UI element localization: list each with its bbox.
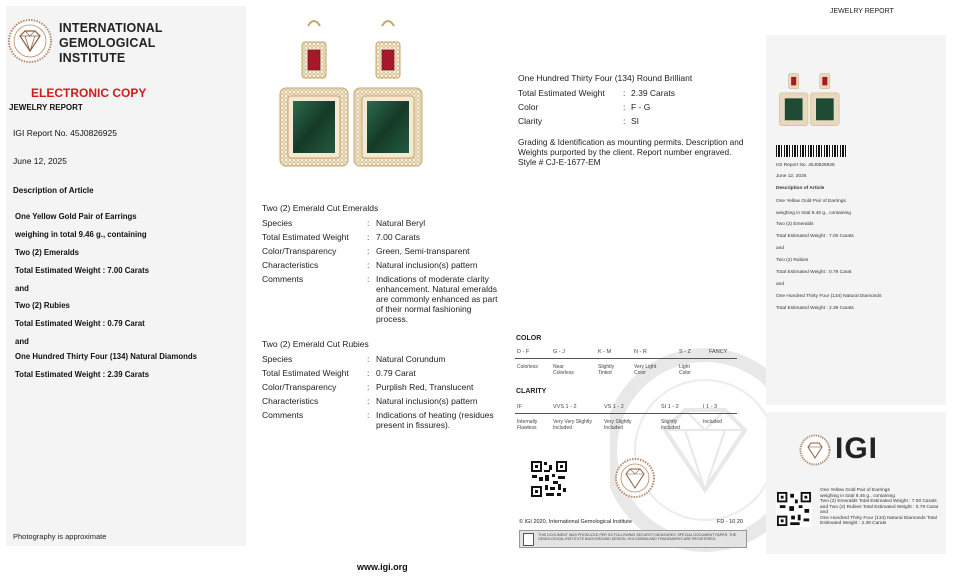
- color-grade: N - R: [634, 349, 647, 355]
- description-line: One Yellow Gold Pair of Earrings: [15, 212, 137, 221]
- card-line: Total Estimated Weight : 0.79 Carat: [776, 270, 852, 275]
- igi-seal-icon: [7, 18, 53, 64]
- website-link[interactable]: www.igi.org: [357, 562, 408, 572]
- diamond-clarity-value: SI: [631, 116, 640, 126]
- card-line: IGI Report No. 45J0826925: [776, 163, 835, 168]
- emerald-color-value: Green, Semi-transparent: [376, 246, 470, 256]
- photography-note: Photography is approximate: [13, 532, 107, 541]
- description-line: Total Estimated Weight : 0.79 Carat: [15, 319, 145, 328]
- document-icon: [523, 533, 534, 546]
- copyright-text: © IGI 2020, International Gemological Institute: [519, 519, 632, 525]
- clarity-desc: Very Very Slightly Included: [553, 419, 592, 431]
- ruby-characteristics-value: Natural inclusion(s) pattern: [376, 396, 478, 406]
- color-desc: Slightly Tinted: [598, 364, 615, 376]
- separator: :: [367, 232, 370, 242]
- clarity-grade: VS 1 - 2: [604, 404, 624, 410]
- separator: :: [367, 218, 370, 228]
- card-line: One Yellow Gold Pair of Earrings: [776, 199, 846, 204]
- card-line: Total Estimated Weight : 2.39 Carats: [776, 306, 854, 311]
- color-scale-rule: [515, 358, 737, 359]
- separator: :: [367, 368, 370, 378]
- clarity-grade: I 1 - 3: [703, 404, 718, 410]
- clarity-desc: Included: [703, 419, 722, 425]
- color-grade: G - J: [553, 349, 565, 355]
- card-line: June 12, 2025: [776, 174, 807, 179]
- card-line: Total Estimated Weight : 7.00 Carats: [776, 234, 854, 239]
- card-line: weighing in total 9.46 g., containing: [776, 211, 851, 216]
- form-number: FD - 10 20: [717, 519, 743, 525]
- description-line: and: [15, 284, 29, 293]
- clarity-scale-title: CLARITY: [516, 388, 547, 395]
- color-desc: Very Light Color: [634, 364, 657, 376]
- color-grade: FANCY: [709, 349, 728, 355]
- diamond-weight-label: Total Estimated Weight: [518, 88, 605, 98]
- card-summary-line: One Hundred Thirty Four (134) Natural Diamonds Total: [820, 515, 937, 521]
- emerald-comments-label: Comments: [262, 274, 304, 284]
- clarity-grade: SI 1 - 2: [661, 404, 679, 410]
- description-line: weighing in total 9.46 g., containing: [15, 230, 147, 239]
- emerald-species-value: Natural Beryl: [376, 218, 426, 228]
- org-name-line-2: GEMOLOGICAL: [59, 36, 156, 50]
- ruby-species-value: Natural Corundum: [376, 354, 446, 364]
- earrings-photo: [272, 18, 462, 168]
- color-desc: Near Colorless: [553, 364, 574, 376]
- report-date: June 12, 2025: [13, 156, 67, 166]
- card-line: Description of Article: [776, 186, 825, 191]
- separator: :: [367, 246, 370, 256]
- clarity-grade: VVS 1 - 2: [553, 404, 577, 410]
- org-name-line-3: INSTITUTE: [59, 51, 126, 65]
- emerald-weight-label: Total Estimated Weight: [262, 232, 349, 242]
- igi-center-seal-icon: [614, 457, 656, 499]
- description-line: and: [15, 337, 29, 346]
- disclaimer-text: THIS DOCUMENT WAS PRODUCED PER IGI FOLLOWING SECURITY MEASURES: SPECIAL DOCUMENT PAPER, THE GEMOLOGICAL INSTITUTE BACKGROUND DESIGN, HOLOGRAM AND TRADEMARKS ARE REGISTERED.: [538, 533, 737, 542]
- org-name-line-1: INTERNATIONAL: [59, 21, 163, 35]
- electronic-copy-label: ELECTRONIC COPY: [31, 86, 147, 100]
- description-line: Two (2) Rubies: [15, 301, 70, 310]
- card-qr-code[interactable]: [776, 491, 812, 527]
- color-desc: Colorless: [517, 364, 538, 370]
- card-line: One Hundred Thirty Four (134) Natural Diamonds: [776, 294, 882, 299]
- description-line: Total Estimated Weight : 2.39 Carats: [15, 370, 150, 379]
- separator: :: [623, 88, 626, 98]
- clarity-desc: Very Slightly Included: [604, 419, 632, 431]
- description-line: One Hundred Thirty Four (134) Natural Diamonds: [15, 352, 197, 361]
- description-heading: Description of Article: [13, 186, 94, 195]
- ruby-species-label: Species: [262, 354, 293, 364]
- separator: :: [367, 410, 370, 420]
- report-type: JEWELRY REPORT: [9, 103, 83, 112]
- color-grade: K - M: [598, 349, 612, 355]
- card-summary-line: and Two (2) Rubies Total Estimated Weight : 0.79 Carat: [820, 504, 939, 510]
- ruby-weight-label: Total Estimated Weight: [262, 368, 349, 378]
- clarity-grade: IF: [517, 404, 522, 410]
- diamond-color-label: Color: [518, 102, 539, 112]
- emerald-color-label: Color/Transparency: [262, 246, 337, 256]
- separator: :: [367, 396, 370, 406]
- description-line: Two (2) Emeralds: [15, 248, 79, 257]
- rubies-title: Two (2) Emerald Cut Rubies: [262, 339, 369, 349]
- card-line: and: [776, 282, 785, 287]
- separator: :: [623, 102, 626, 112]
- card-line: and: [776, 246, 785, 251]
- emerald-characteristics-value: Natural inclusion(s) pattern: [376, 260, 478, 270]
- card-line: Two (2) Emeralds: [776, 222, 814, 227]
- diamonds-title: One Hundred Thirty Four (134) Round Brilliant: [518, 73, 693, 83]
- igi-logo-icon: [799, 434, 831, 466]
- color-grade: D - F: [517, 349, 530, 355]
- diamond-color-value: F - G: [631, 102, 651, 112]
- ruby-characteristics-label: Characteristics: [262, 396, 319, 406]
- report-qr-code[interactable]: [530, 460, 568, 498]
- color-grade: S - Z: [679, 349, 691, 355]
- card-earrings-photo: [776, 55, 856, 135]
- emerald-species-label: Species: [262, 218, 293, 228]
- emeralds-title: Two (2) Emerald Cut Emeralds: [262, 203, 379, 213]
- card-summary-line: and: [820, 510, 829, 515]
- igi-logo-text: IGI: [835, 432, 879, 465]
- emerald-weight-value: 7.00 Carats: [376, 232, 420, 242]
- grading-note: Grading & Identification as mounting permits. Description and Weights purported by the client. Report number engraved. Style # CJ-E-1677-EM: [518, 137, 744, 167]
- card-title: JEWELRY REPORT: [830, 8, 894, 15]
- card-summary-line: Two (2) Emeralds Total Estimated Weight : 7.00 Carats: [820, 499, 937, 504]
- separator: :: [367, 354, 370, 364]
- color-scale-title: COLOR: [516, 335, 542, 342]
- diamond-weight-value: 2.39 Carats: [631, 88, 675, 98]
- card-line: Two (2) Rubies: [776, 258, 809, 263]
- report-number: IGI Report No. 45J0826925: [13, 128, 117, 138]
- separator: :: [367, 382, 370, 392]
- description-line: Total Estimated Weight : 7.00 Carats: [15, 266, 150, 275]
- card-barcode: [776, 145, 848, 157]
- emerald-characteristics-label: Characteristics: [262, 260, 319, 270]
- ruby-comments-label: Comments: [262, 410, 304, 420]
- separator: :: [367, 274, 370, 284]
- security-strip: [519, 530, 747, 548]
- diamond-clarity-label: Clarity: [518, 116, 543, 126]
- clarity-desc: Slightly Included: [661, 419, 680, 431]
- clarity-scale-rule: [515, 413, 737, 414]
- card-summary-line: Estimated Weight : 2.39 Carats: [820, 521, 887, 526]
- ruby-color-value: Purplish Red, Translucent: [376, 382, 474, 392]
- separator: :: [623, 116, 626, 126]
- card-summary-line: One Yellow Gold Pair of Earrings: [820, 488, 890, 493]
- ruby-color-label: Color/Transparency: [262, 382, 337, 392]
- ruby-weight-value: 0.79 Carat: [376, 368, 416, 378]
- separator: :: [367, 260, 370, 270]
- emerald-comments-value: Indications of moderate clarity enhancement. Natural emeralds are commonly enhanced as part of their normal fashioning process.: [376, 274, 498, 324]
- clarity-desc: Internally Flawless: [517, 419, 538, 431]
- card-summary-line: weighing in total 9.46 g., containing: [820, 493, 895, 499]
- ruby-comments-value: Indications of heating (residues present in fissures).: [376, 410, 494, 430]
- color-desc: Light Color: [679, 364, 691, 376]
